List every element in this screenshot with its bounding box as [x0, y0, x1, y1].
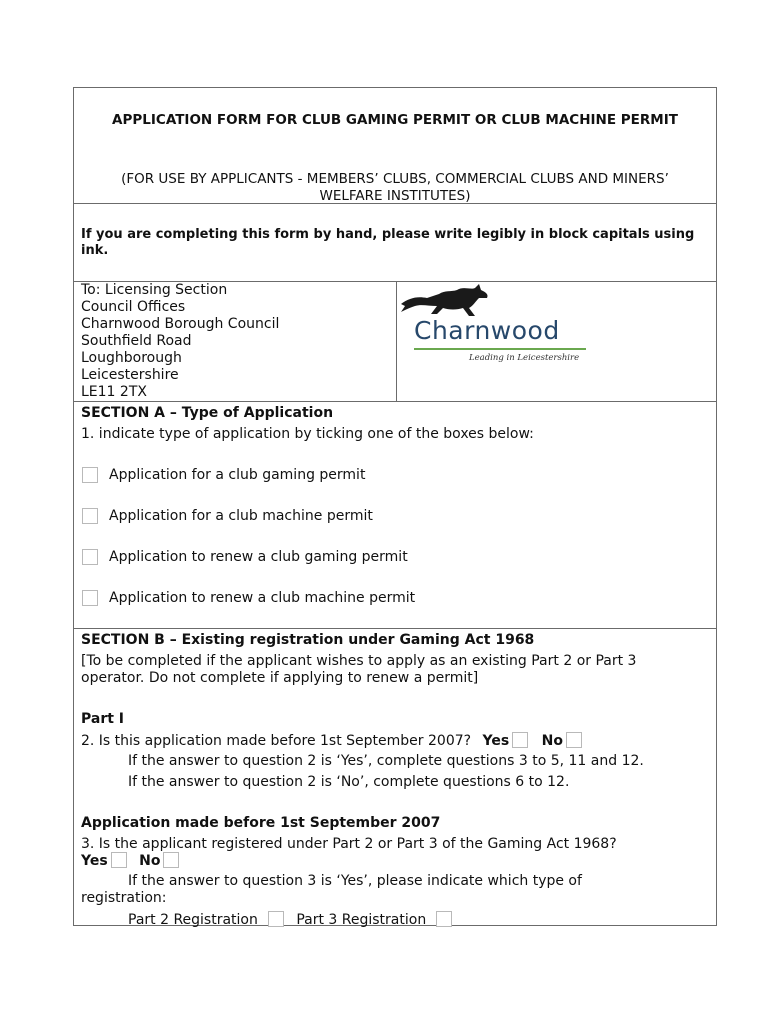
application-form	[73, 87, 717, 926]
address-line: Council Offices	[81, 299, 186, 315]
q2-yes-note: If the answer to question 2 is ‘Yes’, complete questions 3 to 5, 11 and 12.	[128, 753, 644, 769]
q3-note: If the answer to question 3 is ‘Yes’, please indicate which type of	[128, 873, 582, 889]
logo-tagline: Leading in Leicestershire	[469, 353, 580, 363]
address-line: Loughborough	[81, 350, 182, 366]
q3-yes-checkbox[interactable]	[111, 852, 127, 868]
gaming-permit-label: Application for a club gaming permit	[109, 467, 366, 483]
before-sept-heading: Application made before 1st September 2007	[81, 815, 441, 831]
section-a-question: 1. indicate type of application by ticking one of the boxes below:	[81, 426, 534, 442]
renew-machine-permit-checkbox[interactable]	[82, 590, 98, 606]
question-2-text: 2. Is this application made before 1st September 2007?	[81, 733, 472, 749]
address-line: Leicestershire	[81, 367, 179, 383]
machine-permit-checkbox[interactable]	[82, 508, 98, 524]
q3-answer-row	[81, 852, 179, 870]
registration-type-row	[128, 911, 452, 929]
q2-no-note: If the answer to question 2 is ‘No’, complete questions 6 to 12.	[128, 774, 570, 790]
address-line: Southfield Road	[81, 333, 192, 349]
address-block	[81, 282, 279, 401]
address-line: To: Licensing Section	[81, 282, 228, 298]
section-b-intro: [To be completed if the applicant wishes to apply as an existing Part 2 or Part 3	[81, 653, 637, 669]
part-2-checkbox[interactable]	[268, 911, 284, 927]
address-line: LE11 2TX	[81, 384, 147, 400]
machine-permit-label: Application for a club machine permit	[109, 508, 373, 524]
q2-no-label: No	[541, 733, 563, 749]
section-b-intro: operator. Do not complete if applying to renew a permit]	[81, 670, 479, 686]
q2-yes-label: Yes	[482, 733, 510, 749]
renew-machine-permit-label: Application to renew a club machine permit	[109, 590, 416, 606]
form-subtitle: (FOR USE BY APPLICANTS - MEMBERS’ CLUBS, COMMERCIAL CLUBS AND MINERS’ WELFARE INSTITUTES)	[121, 171, 669, 204]
q2-no-checkbox[interactable]	[566, 732, 582, 748]
charnwood-logo	[397, 282, 717, 400]
section-b-heading: SECTION B – Existing registration under Gaming Act 1968	[81, 632, 535, 648]
gaming-permit-checkbox[interactable]	[82, 467, 98, 483]
divider	[74, 401, 716, 402]
q3-no-checkbox[interactable]	[163, 852, 179, 868]
question-2	[81, 732, 582, 750]
part-3-label: Part 3 Registration	[296, 912, 427, 928]
logo-underline	[414, 348, 586, 350]
divider	[74, 628, 716, 629]
fox-icon	[399, 284, 499, 320]
logo-wordmark: Charnwood	[414, 316, 560, 345]
part-2-label: Part 2 Registration	[128, 912, 258, 928]
q3-no-label: No	[139, 853, 161, 869]
q3-yes-label: Yes	[81, 853, 108, 869]
renew-gaming-permit-label: Application to renew a club gaming permit	[109, 549, 408, 565]
address-line: Charnwood Borough Council	[81, 316, 280, 332]
handwriting-instruction: If you are completing this form by hand, please write legibly in block capitals using ink.	[81, 227, 695, 258]
divider	[74, 203, 716, 204]
part-i-heading: Part I	[81, 711, 125, 727]
question-3: 3. Is the applicant registered under Part 2 or Part 3 of the Gaming Act 1968?	[81, 836, 617, 852]
section-a-heading: SECTION A – Type of Application	[81, 405, 334, 421]
q3-note: registration:	[81, 890, 167, 906]
part-3-checkbox[interactable]	[436, 911, 452, 927]
form-title: APPLICATION FORM FOR CLUB GAMING PERMIT OR CLUB MACHINE PERMIT	[112, 112, 678, 128]
renew-gaming-permit-checkbox[interactable]	[82, 549, 98, 565]
q2-yes-checkbox[interactable]	[512, 732, 528, 748]
